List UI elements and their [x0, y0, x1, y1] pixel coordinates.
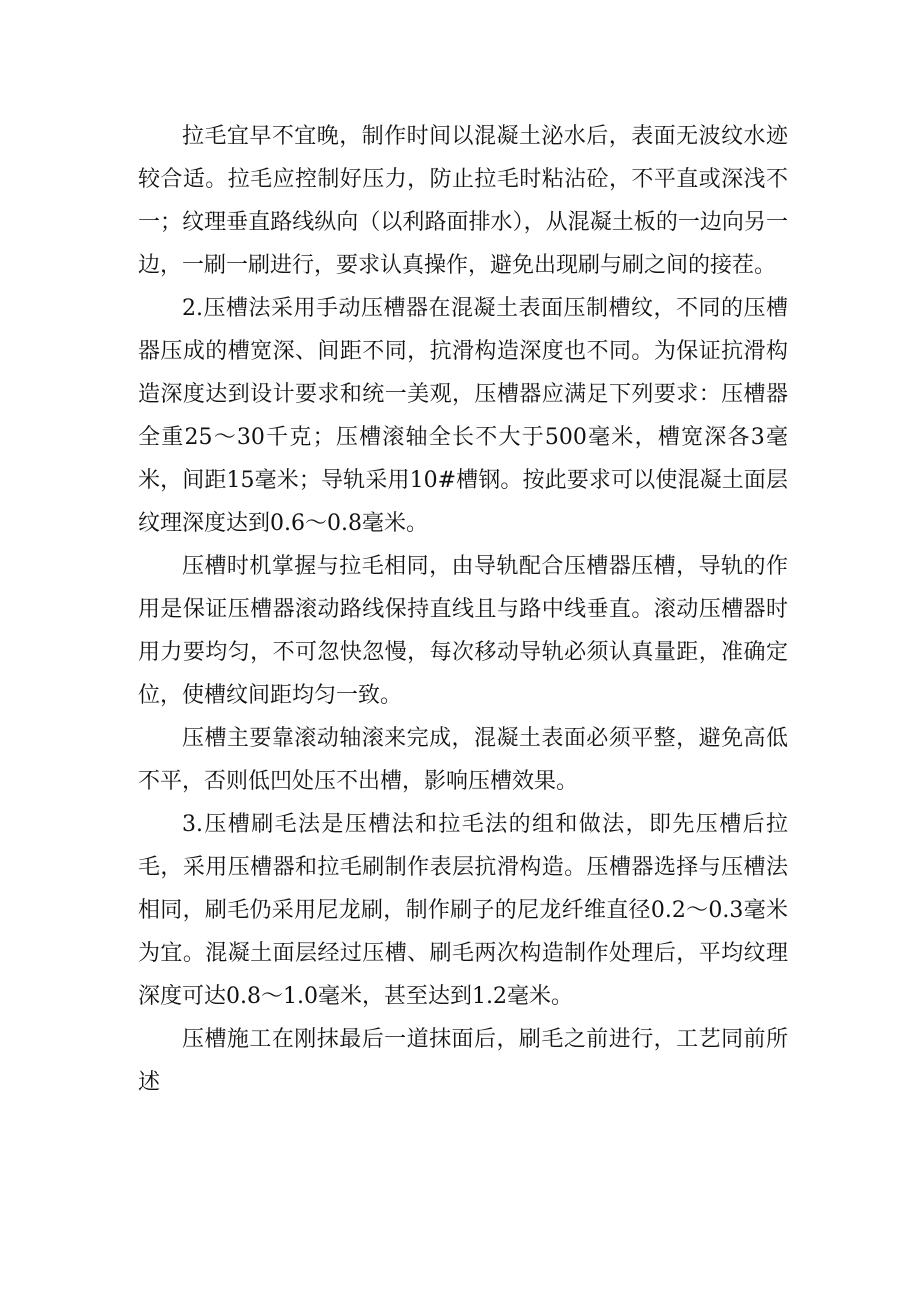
document-body [138, 115, 788, 1104]
paragraph-brushing-timing: 拉毛宜早不宜晚，制作时间以混凝土泌水后，表面无波纹水迹较合适。拉毛应控制好压力，防止拉毛时粘沾砼，不平直或深浅不一；纹理垂直路线纵向（以利路面排水），从混凝土板的一边向另一边，一刷一刷进行，要求认真操作，避免出现刷与刷之间的接茬。 [138, 124, 788, 278]
paragraph-groove-brush-method: 3.压槽刷毛法是压槽法和拉毛法的组和做法，即先压槽后拉毛，采用压槽器和拉毛刷制作表层抗滑构造。压槽器选择与压槽法相同，刷毛仍采用尼龙刷，制作刷子的尼龙纤维直径0.2～0.3毫米为宜。混凝土面层经过压槽、刷毛两次构造制作处理后，平均纹理深度可达0.8～1.0毫米，甚至达到1.2毫米。 [138, 812, 788, 1009]
paragraph-groove-roller: 压槽主要靠滚动轴滚来完成，混凝土表面必须平整，避免高低不平，否则低凹处压不出槽，影响压槽效果。 [138, 726, 788, 794]
paragraph-groove-construction: 压槽施工在刚抹最后一道抹面后，刷毛之前进行，工艺同前所述 [138, 1027, 788, 1095]
paragraph-groove-method: 2.压槽法采用手动压槽器在混凝土表面压制槽纹，不同的压槽器压成的槽宽深、间距不同，抗滑构造深度也不同。为保证抗滑构造深度达到设计要求和统一美观，压槽器应满足下列要求：压槽器全重25～30千克；压槽滚轴全长不大于500毫米，槽宽深各3毫米，间距15毫米；导轨采用10#槽钢。按此要求可以使混凝土面层纹理深度达到0.6～0.8毫米。 [138, 296, 788, 536]
paragraph-groove-timing: 压槽时机掌握与拉毛相同，由导轨配合压槽器压槽，导轨的作用是保证压槽器滚动路线保持直线且与路中线垂直。滚动压槽器时用力要均匀，不可忽快忽慢，每次移动导轨必须认真量距，准确定位，使槽纹间距均匀一致。 [138, 554, 788, 708]
